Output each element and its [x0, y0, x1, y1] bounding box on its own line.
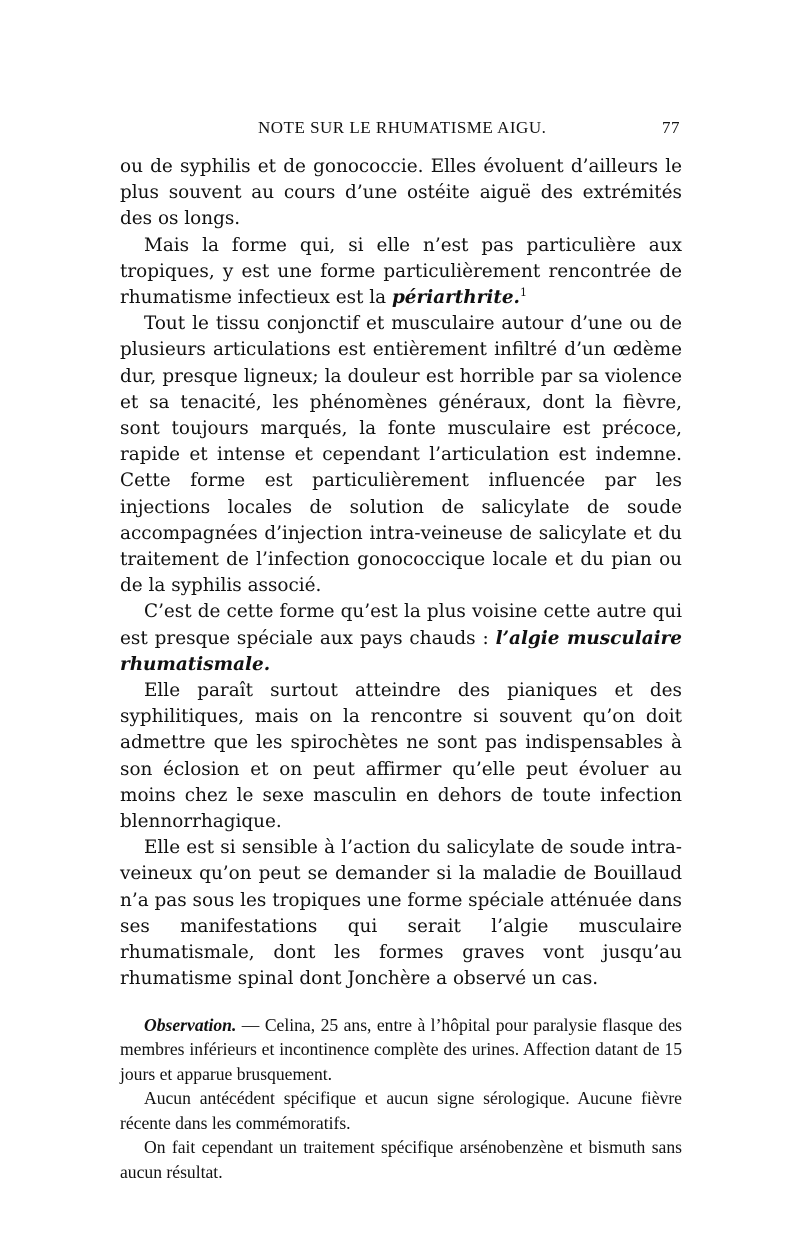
- observation-antecedents: Aucun antécédent spécifique et aucun signe sérologique. Aucune fièvre récente dans les commémoratifs.: [120, 1088, 682, 1133]
- paragraph-tissu-conjonctif: Tout le tissu conjonctif et musculaire autour d’une ou de plusieurs articulations est entièrement infiltré d’un œdème dur, presque ligneux; la douleur est horrible par sa violence et sa tenacité, les phénomènes généraux, dont la fièvre, sont toujours marqués, la fonte musculaire est précoce, rapide et intense et cependant l’articulation est indemne. Cette forme est particulièrement influencée par les injections locales de solution de salicylate de soude accompagnées d’injection intra-veineuse de salicylate et du traitement de l’infection gonococcique locale et du pian ou de la syphilis associé.: [120, 313, 682, 597]
- observation-block: [120, 1013, 682, 1185]
- paragraph-algie-text: C’est de cette forme qu’est la plus voisine cette autre qui est presque spéciale aux pays chauds :: [120, 601, 682, 649]
- paragraph-algie-musculaire: [120, 599, 682, 678]
- term-periarthrite: périarthrite.: [391, 287, 520, 309]
- book-page: [120, 118, 682, 1185]
- paragraph-syphilis-gonococcie: ou de syphilis et de gonococcie. Elles évoluent d’ailleurs le plus souvent au cours d’une ostéite aiguë des extrémités des os longs.: [120, 156, 682, 230]
- running-title: NOTE SUR LE RHUMATISME AIGU.: [258, 118, 547, 137]
- page-number: 77: [662, 118, 680, 137]
- running-head: [120, 118, 682, 146]
- paragraph-pianiques: Elle paraît surtout atteindre des pianiques et des syphilitiques, mais on la rencontre si souvent qu’on doit admettre que les spirochètes ne sont pas indispensables à son éclosion et on peut affirmer qu’elle peut évoluer au moins chez le sexe masculin en dehors de toute infection blennorrhagique.: [120, 680, 682, 833]
- paragraph-periarthrite-text: Mais la forme qui, si elle n’est pas particulière aux tropiques, y est une forme particulièrement rencontrée de rhumatisme infectieux est la: [120, 234, 682, 309]
- observation-intro: [120, 1013, 682, 1087]
- observation-label: Observation.: [144, 1014, 237, 1035]
- paragraph-salicylate: Elle est si sensible à l’action du salicylate de soude intra-veineux qu’on peut se demander si la maladie de Bouillaud n’a pas sous les tropiques une forme spéciale atténuée dans ses manifestations qui serait l’algie musculaire rhumatismale, dont les formes graves vont jusqu’au rhumatisme spinal dont Jonchère a observé un cas.: [120, 837, 682, 990]
- observation-traitement: On fait cependant un traitement spécifique arsénobenzène et bismuth sans aucun résultat.: [120, 1137, 682, 1183]
- paragraph-periarthrite: [120, 233, 682, 312]
- footnote-mark: 1: [519, 285, 527, 299]
- term-algie-musculaire: l’algie musculaire rhumatismale.: [120, 627, 682, 675]
- observation-intro-text: — Celina, 25 ans, entre à l’hôpital pour paralysie flasque des membres inférieurs et incontinence complète des urines. Affection datant de 15 jours et apparue brusquement.: [120, 1014, 682, 1084]
